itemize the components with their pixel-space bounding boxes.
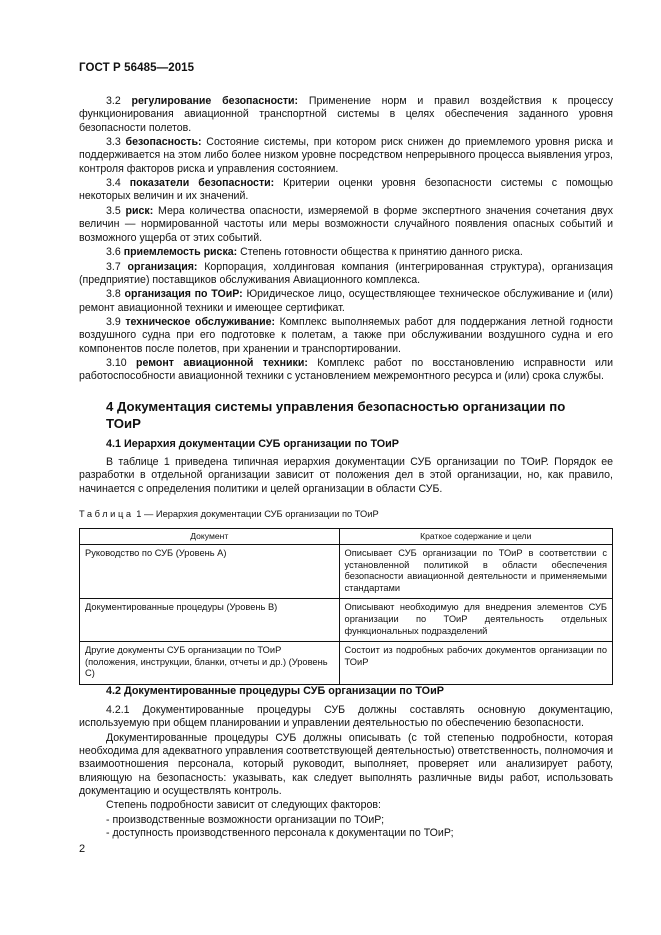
definition-3-9: 3.9 техническое обслуживание: Комплекс выполняемых работ для поддержания летной годности воздушного судна при его подготовке к полетам, а также при обслуживании воздушного судна и его компонентов после полетов, при хранении и транспортировании. (79, 316, 613, 355)
definition-3-5: 3.5 риск: Мера количества опасности, измеряемой в форме экспертного значения сочетания двух величин — нормированной частоты или меры возможности случайного появления опасных событий и возможного ущерба от этих событий. (79, 204, 613, 244)
section-4-title: 4 Документация системы управления безопасностью организации по ТОиР (106, 399, 566, 431)
definition-3-3: 3.3 безопасность: Состояние системы, при котором риск снижен до приемлемого уровня риска и поддерживается на этом либо более низком уровне посредством непрерывного процесса выявления угроз, контроля факторов риска и управления состоянием. (79, 136, 613, 175)
table-row (80, 545, 613, 599)
section-4-1-text (79, 456, 613, 497)
definition-3-8: 3.8 организация по ТОиР: Юридическое лицо, осуществляющее техническое обслуживание и (или) ремонт авиационной техники и имеющее сертификат. (79, 288, 613, 314)
table-row (80, 599, 613, 642)
definitions-block (79, 95, 613, 385)
definition-3-6: 3.6 приемлемость риска: Степень готовности общества к принятию данного риска. (106, 246, 523, 259)
column-header-document: Документ (80, 529, 340, 545)
documentation-hierarchy-table (79, 528, 613, 685)
table-header-row (80, 529, 613, 545)
definition-3-2: 3.2 регулирование безопасности: Применение норм и правил воздействия к процессу функционирования авиационной транспортной системы в целях обеспечения заданного уровня безопасности полетов. (79, 95, 613, 134)
column-header-summary: Краткое содержание и цели (339, 529, 612, 545)
table-caption: Таблица 1 — Иерархия документации СУБ организации по ТОиР (79, 509, 379, 519)
table-cell-summary: Описывают необходимую для внедрения элементов СУБ организации по ТОиР деятельность отдельных функциональных подразделений (339, 599, 612, 642)
section-4-1-paragraph: В таблице 1 приведена типичная иерархия документации СУБ организации по ТОиР. Порядок ее разработки в отдельной организации зависит от положения дел в этой организации, но, как правило, начинается с определения политики и целей организации в области СУБ. (79, 456, 613, 495)
table-cell-summary: Описывает СУБ организации по ТОиР в соответствии с установленной политикой в области обеспечения безопасности авиационной деятельности и применяемыми стандартами (339, 545, 612, 599)
definition-3-10: 3.10 ремонт авиационной техники: Комплекс работ по восстановлению исправности или работоспособности авиационной техники с установлением межремонтного ресурса и (или) срока службы. (79, 357, 613, 383)
table-cell-summary: Состоит из подробных рабочих документов организации по ТОиР (339, 642, 612, 685)
paragraph-procedures: Документированные процедуры СУБ должны описывать (с той степенью подробности, которая необходима для адекватного управления соответствующей деятельностью) ответственность, полномочия и взаимоотношения персонала, который руководит, выполняет, проверяет или анализирует работу, влияющую на безопасность: указывать, как следует выполнять различные виды работ, использовать документацию и осуществлять контроль. (79, 731, 613, 797)
definition-3-4: 3.4 показатели безопасности: Критерии оценки уровня безопасности системы с помощью некоторых величин и их значений. (79, 177, 613, 203)
table-row (80, 642, 613, 685)
table-cell-document: Другие документы СУБ организации по ТОиР (положения, инструкции, бланки, отчеты и др.) (Уровень С) (80, 642, 340, 685)
table-cell-document: Документированные процедуры (Уровень В) (80, 599, 340, 642)
paragraph-4-2-1: 4.2.1 Документированные процедуры СУБ должны составлять основную документацию, используемую при общем планировании и управлении деятельностью по обеспечению безопасности. (79, 704, 613, 730)
table-cell-document: Руководство по СУБ (Уровень А) (80, 545, 340, 599)
section-4-2-title: 4.2 Документированные процедуры СУБ организации по ТОиР (106, 685, 444, 697)
section-4-2-text (79, 704, 613, 841)
section-4-1-title: 4.1 Иерархия документации СУБ организации по ТОиР (106, 438, 400, 450)
list-item: - производственные возможности организации по ТОиР; (106, 813, 385, 826)
list-item: - доступность производственного персонала к документации по ТОиР; (106, 827, 454, 840)
page-number: 2 (79, 843, 86, 855)
definition-3-7: 3.7 организация: Корпорация, холдинговая компания (интегрированная структура), организация (предприятие) поставщиков обслуживания Авиационного комплекса. (79, 260, 613, 286)
document-header: ГОСТ Р 56485—2015 (79, 62, 195, 74)
paragraph-detail-factors: Степень подробности зависит от следующих факторов: (106, 799, 381, 812)
